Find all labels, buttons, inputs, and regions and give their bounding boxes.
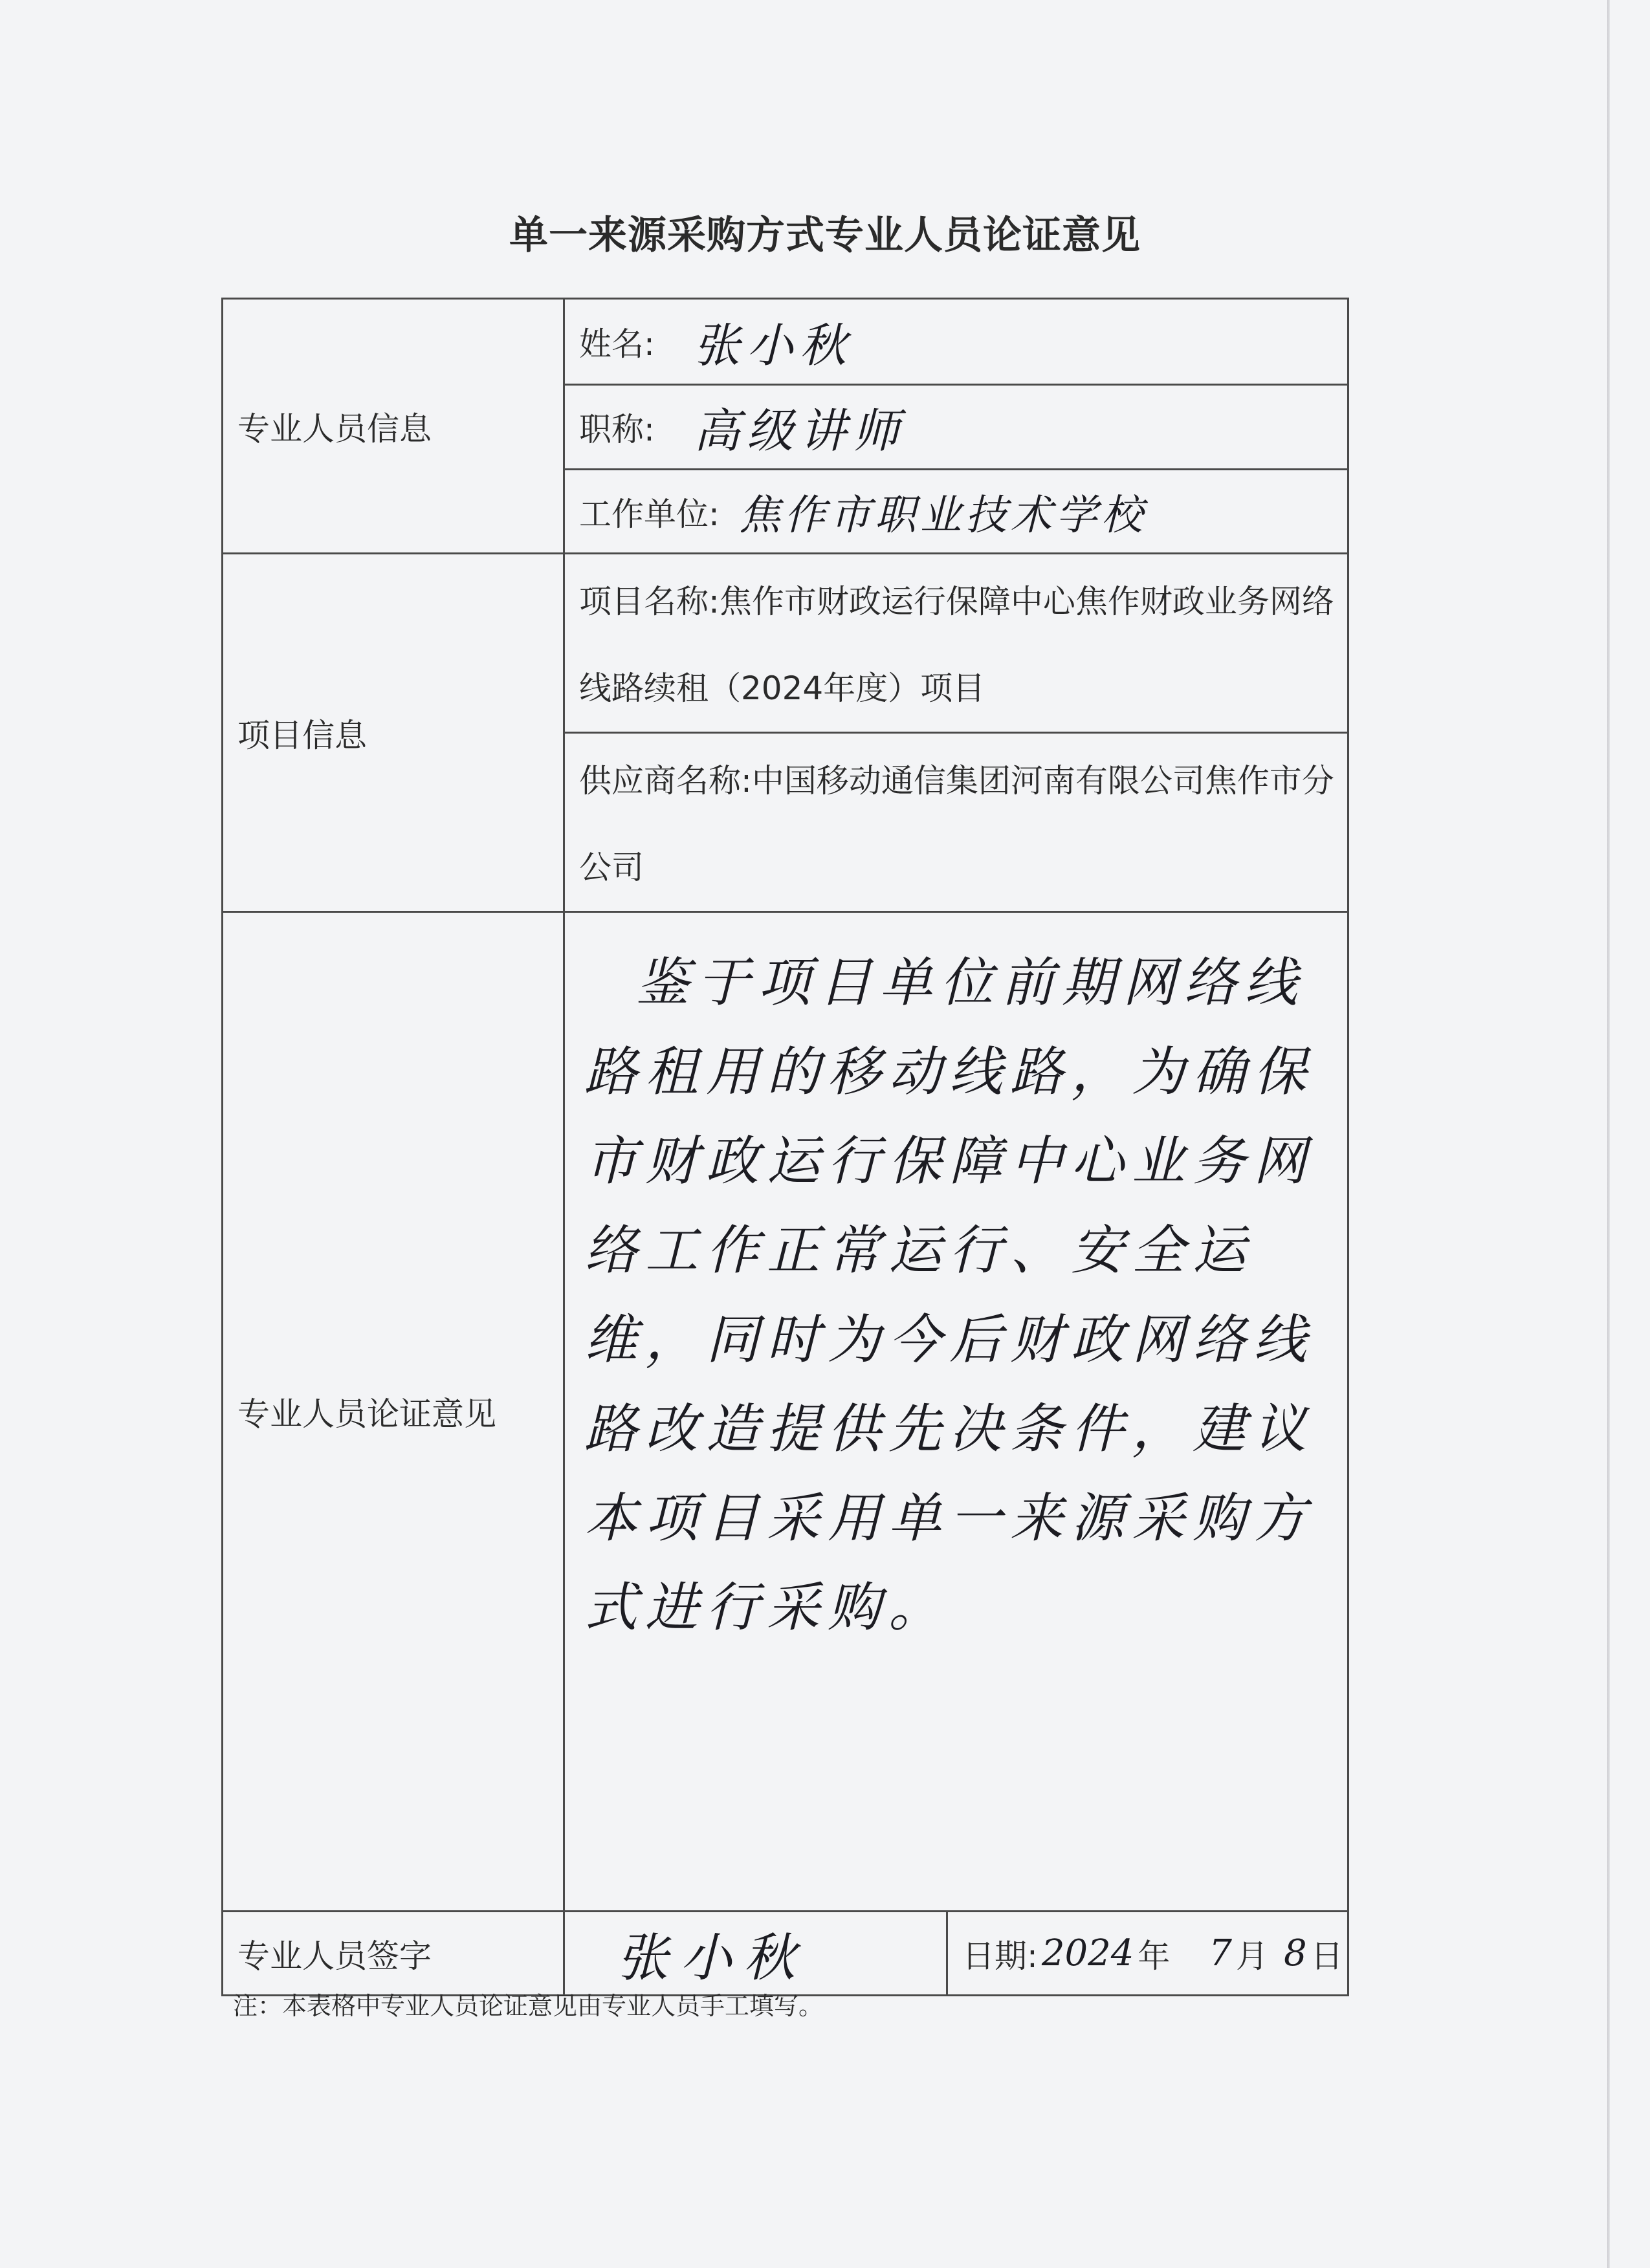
supplier-name-cell	[564, 733, 1348, 912]
employer-cell	[564, 470, 1348, 554]
date-month: 7	[1209, 1932, 1233, 1974]
date-month-unit: 月	[1236, 1937, 1269, 1975]
date-day-unit: 日	[1310, 1937, 1343, 1975]
job-title-cell	[564, 385, 1348, 470]
employer-value: 焦作市职业技术学校	[738, 491, 1147, 540]
signature-cell	[564, 1912, 947, 1996]
project-name-text: 项目名称:焦作市财政运行保障中心焦作财政业务网络线路续租（2024年度）项目	[579, 583, 1334, 707]
employer-label: 工作单位:	[579, 495, 720, 533]
page-edge-shadow	[1607, 0, 1610, 2268]
date-day: 8	[1284, 1932, 1307, 1974]
page-title: 单一来源采购方式专业人员论证意见	[509, 213, 1141, 258]
expert-info-section-label: 专业人员信息	[223, 299, 564, 554]
date-label: 日期:	[962, 1937, 1038, 1975]
name-label: 姓名:	[579, 325, 655, 363]
opinion-handwritten-text: 鉴于项目单位前期网络线路租用的移动线路，为确保市财政运行保障中心业务网络工作正常运行、安全运维，同时为今后财政网络线路改造提供先决条件，建议本项目采用单一来源采购方式进行采购。	[584, 952, 1314, 1639]
job-title-label: 职称:	[579, 411, 655, 448]
project-name-cell	[564, 554, 1348, 733]
date-year: 2024	[1041, 1932, 1134, 1974]
name-cell	[564, 299, 1348, 385]
date-year-unit: 年	[1138, 1937, 1171, 1975]
footnote: 注：本表格中专业人员论证意见由专业人员手工填写。	[233, 1992, 824, 2020]
supplier-name-text: 供应商名称:中国移动通信集团河南有限公司焦作市分公司	[579, 762, 1334, 886]
signature-value: 张小秋	[617, 1928, 807, 1988]
opinion-section-label: 专业人员论证意见	[223, 912, 564, 1912]
opinion-cell	[564, 912, 1348, 1912]
signature-label: 专业人员签字	[223, 1912, 564, 1996]
opinion-form-table	[221, 298, 1349, 1996]
job-title-value: 高级讲师	[693, 404, 906, 458]
date-row	[948, 1930, 1347, 1977]
date-cell	[947, 1912, 1348, 1996]
name-value: 张小秋	[693, 318, 853, 373]
project-info-section-label: 项目信息	[223, 554, 564, 912]
